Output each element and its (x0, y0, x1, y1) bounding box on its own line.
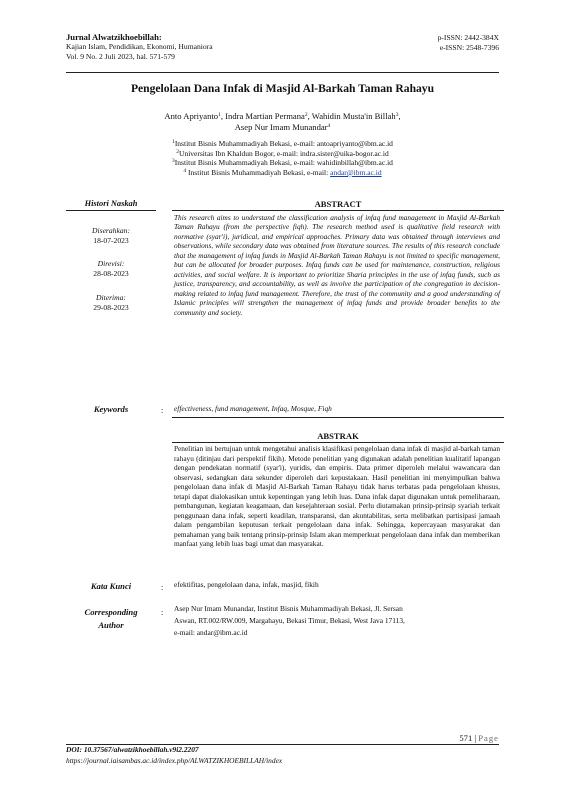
e-issn: e-ISSN: 2548-7396 (439, 43, 499, 52)
submitted-date: 18-07-2023 (93, 236, 129, 245)
affiliation-3: $^3$Institut Bisnis Muhammadiyah Bekasi, e-mail: wahidinbillah@ibm.ac.id (172, 158, 393, 168)
accepted-date: 29-08-2023 (93, 303, 129, 312)
doi: DOI: 10.37567/alwatzikhoebillah.v9i2.2207 (66, 745, 199, 754)
history-heading: Histori Naskah (84, 199, 138, 208)
affiliation-list (60, 139, 505, 177)
revised-date: 28-08-2023 (93, 269, 129, 278)
corresponding-line-2: Aswan, RT.002/RW.009, Margahayu, Bekasi Timur, Bekasi, West Java 17113, (174, 615, 405, 625)
history-underline (66, 210, 156, 211)
author-email-link[interactable]: andar@ibm.ac.id (330, 167, 382, 177)
accepted-block (66, 293, 156, 313)
kata-kunci-label: Kata Kunci (90, 581, 132, 591)
author-3: Wahidin Musta'in Billah (311, 111, 396, 121)
abstrak-heading: ABSTRAK (317, 431, 359, 441)
affiliation-4: $^4$ Institut Bisnis Muhammadiyah Bekasi, e-mail: andar@ibm.ac.id (183, 167, 382, 177)
author-list: Anto Apriyanto$^1$, Indra Martian Permana$^2$, Wahidin Musta'in Billah$^3$, Asep Nur Imam Munandar$^4$ (164, 111, 401, 132)
header-divider (66, 72, 499, 73)
abstract-underline (172, 210, 504, 211)
keywords-value: effectiveness, fund management, Infaq, Mosque, Fiqh (174, 404, 332, 413)
corresponding-label: Corresponding Author (84, 607, 138, 630)
accepted-label: Diterima: (96, 293, 126, 302)
journal-header (66, 33, 213, 61)
submitted-block (66, 226, 156, 246)
revised-block (66, 259, 156, 279)
revised-label: Direvisi: (97, 259, 125, 268)
journal-volume: Vol. 9 No. 2 Juli 2023, hal. 571-579 (66, 51, 175, 61)
keywords-divider (172, 417, 504, 418)
author-2: Indra Martian Permana (225, 111, 305, 121)
corresponding-colon: : (161, 608, 164, 617)
issn-block (438, 33, 499, 53)
journal-subtitle: Kajian Islam, Pendidikan, Ekonomi, Humaniora (66, 42, 213, 52)
journal-name: Jurnal Alwatzikhoebillah: (66, 32, 162, 42)
corresponding-line-3: e-mail: andar@ibm.ac.id (174, 627, 248, 637)
corresponding-line-1: Asep Nur Imam Munandar, Institut Bisnis Muhammadiyah Bekasi, Jl. Sersan (174, 604, 403, 613)
page-number: 571 | Page (459, 733, 499, 743)
kata-kunci-value: efektifitas, pengelolaan dana, infak, masjid, fikih (174, 580, 319, 589)
article-title: Pengelolaan Dana Infak di Masjid Al-Barkah Taman Rahayu (130, 82, 435, 95)
author-1: Anto Apriyanto (164, 111, 219, 121)
submitted-label: Diserahkan: (92, 226, 130, 235)
abstrak-underline (172, 442, 504, 443)
corresponding-details (174, 603, 500, 638)
abstrak-text: Penelitian ini bertujuan untuk mengetahui analisis klasifikasi pengelolaan dana infak di masjid al-barkah taman rahayu (ditinjau dari perspektif fikih). Metode penelitian yang digunakan adalah penelitian kualitatif lapangan dengan pendekatan normatif (syar'i), yuridis, dan empiris. Data primer diperoleh melalui wawancara dan observasi, sedangkan data sekunder diperoleh dari kepustakaan. Hasil penelitian ini menyimpulkan bahwa pengelolaan dana infak di Masjid Al-Barkah Taman Rahayu tidak harus terbatas pada pengelolaan khusus, tetapi dapat dialokasikan untuk kepentingan yang lebih luas. Dana infak dapat digunakan untuk pemeliharaan, pembangunan, kegiatan keagamaan, dan kesejahteraan sosial. Perlu diutamakan prinsip-prinsip syariah terkait penggunaan dana infak, seperti keadilan, transparansi, dan akuntabilitas, serta melibatkan partisipasi jamaah dalam pengambilan keputusan terkait pengelolaan dana infak. Sehingga, kepercayaan masyarakat dan pemahaman yang baik tentang prinsip-prinsip Islam akan memperkuat pengelolaan dana infak dan memberikan manfaat yang lebih luas bagi umat dan masyarakat. (174, 444, 500, 548)
affiliation-1: $^1$Institut Bisnis Muhammadiyah Bekasi, e-mail: antoapriyanto@ibm.ac.id (172, 139, 393, 148)
journal-url[interactable]: https://journal.iaisambas.ac.id/index.php/ALWATZIKHOEBILLAH/index (66, 756, 283, 765)
keywords-label: Keywords (93, 404, 129, 414)
abstract-text: This research aims to understand the classification analysis of infaq fund management in Masjid Al-Barkah Taman Rahayu (from the perspective fiqh). The research method used is qualitative field research with normative (syar'i), juridical, and empirical approaches. Primary data was obtained through interviews and observations, while secondary data was obtained from literature sources. The results of this research conclude that the management of infaq funds in Masjid Al-Barkah Taman Rahayu is not limited to specific management, but can be allocated for broader purposes. Infaq funds can be used for maintenance, construction, religious activities, and social welfare. It is important to prioritize Sharia principles in the use of infaq funds, such as justice, transparency, and accountability, as well as involve the participation of the congregation in decision-making related to infaq fund management. Therefore, the trust of the community and a good understanding of Islamic principles will strengthen the management of infaq funds and provide broader benefits to the community and society. (174, 213, 500, 317)
abstract-heading: ABSTRACT (314, 199, 362, 209)
author-4: Asep Nur Imam Munandar (234, 122, 328, 132)
kata-kunci-colon: : (161, 583, 164, 592)
p-issn: p-ISSN: 2442-384X (437, 33, 499, 42)
keywords-colon: : (161, 406, 164, 415)
affiliation-2: $^2$Universitas Ibn Khaldun Bogor, e-mail: indra.sister@uika-bogor.ac.id (176, 148, 389, 158)
